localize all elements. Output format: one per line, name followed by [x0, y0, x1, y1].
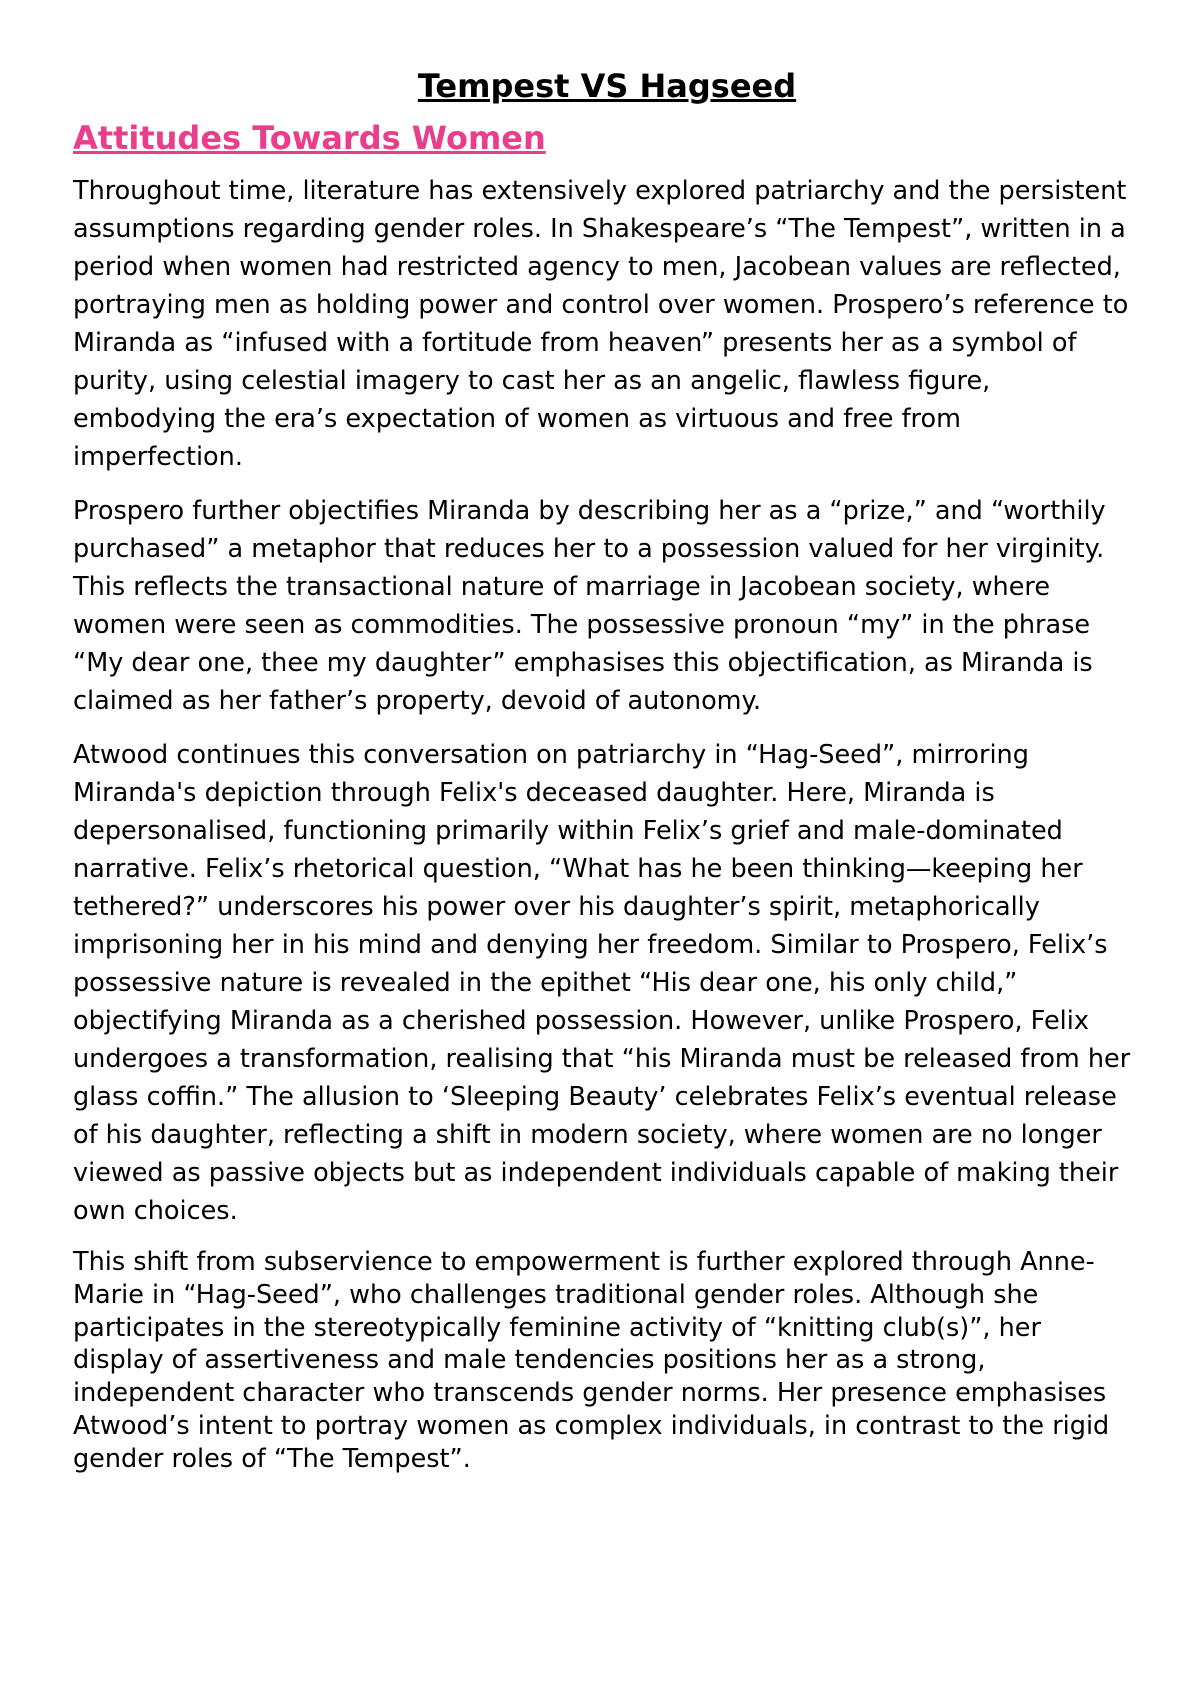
paragraph-1: Throughout time, literature has extensively explored patriarchy and the persistent assumptions regarding gender roles. In Shakespeare’s “The Tempest”, written in a period when women had restricted agency to men, Jacobean values are reflected, portraying men as holding power and control over women. Prospero’s reference to Miranda as “infused with a fortitude from heaven” presents her as a symbol of purity, using celestial imagery to cast her as an angelic, flawless figure, embodying the era’s expectation of women as virtuous and free from imperfection. — [73, 176, 1129, 472]
document-page — [73, 60, 1133, 1492]
paragraph-2: Prospero further objectifies Miranda by describing her as a “prize,” and “worthily purchased” a metaphor that reduces her to a possession valued for her virginity. This reflects the transactional nature of marriage in Jacobean society, where women were seen as commodities. The possessive pronoun “my” in the phrase “My dear one, thee my daughter” emphasises this objectification, as Miranda is claimed as her father’s property, devoid of autonomy. — [73, 496, 1106, 716]
document-title: Tempest VS Hagseed — [417, 67, 797, 105]
paragraph-3: Atwood continues this conversation on patriarchy in “Hag-Seed”, mirroring Miranda's depiction through Felix's deceased daughter. Here, Miranda is depersonalised, functioning primarily within Felix’s grief and male-dominated narrative. Felix’s rhetorical question, “What has he been thinking—keeping her tethered?” underscores his power over his daughter’s spirit, metaphorically imprisoning her in his mind and denying her freedom. Similar to Prospero, Felix’s possessive nature is revealed in the epithet “His dear one, his only child,” objectifying Miranda as a cherished possession. However, unlike Prospero, Felix undergoes a transformation, realising that “his Miranda must be released from her glass coffin.” The allusion to ‘Sleeping Beauty’ celebrates Felix’s eventual release of his daughter, reflecting a shift in modern society, where women are no longer viewed as passive objects but as independent individuals capable of making their own choices. — [73, 740, 1131, 1226]
paragraph-4: This shift from subservience to empowerment is further explored through Anne-Marie in “Hag-Seed”, who challenges traditional gender roles. Although she participates in the stereotypically feminine activity of “knitting club(s)”, her display of assertiveness and male tendencies positions her as a strong, independent character who transcends gender norms. Her presence emphasises Atwood’s intent to portray women as complex individuals, in contrast to the rigid gender roles of “The Tempest”. — [73, 1247, 1110, 1474]
section-heading: Attitudes Towards Women — [73, 119, 546, 157]
